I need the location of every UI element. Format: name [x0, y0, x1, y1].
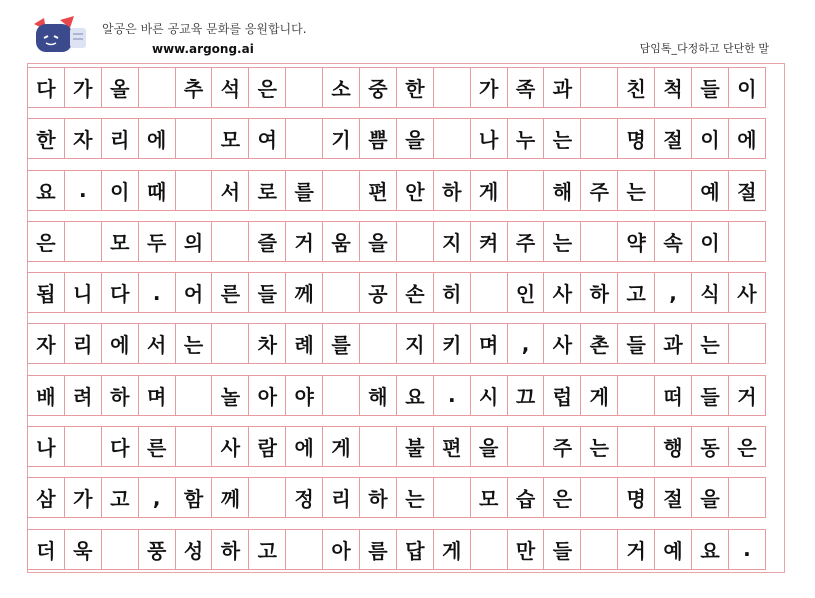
- grid-cell: 즐: [248, 221, 286, 262]
- grid-cell: 하: [359, 477, 397, 518]
- grid-cell: 게: [470, 170, 508, 211]
- grid-cell: 야: [285, 375, 323, 416]
- grid-cell: 는: [175, 323, 213, 364]
- grid-cell: 로: [248, 170, 286, 211]
- grid-cell: 나: [470, 118, 508, 159]
- grid-cell: 례: [285, 323, 323, 364]
- grid-cell: 지: [433, 221, 471, 262]
- grid-cell: 서: [211, 170, 249, 211]
- grid-cell: 에: [285, 426, 323, 467]
- grid-cell: 들: [691, 375, 729, 416]
- grid-cell: 편: [433, 426, 471, 467]
- grid-cell: 과: [654, 323, 692, 364]
- grid-cell: 풍: [138, 529, 176, 570]
- grid-cell: 척: [654, 67, 692, 108]
- grid-cell: 고: [101, 477, 139, 518]
- grid-cell: 절: [728, 170, 766, 211]
- grid-cell: [580, 67, 618, 108]
- grid-cell: [248, 477, 286, 518]
- grid-cell: 두: [138, 221, 176, 262]
- website-link[interactable]: www.argong.ai: [152, 42, 254, 56]
- grid-cell: 모: [101, 221, 139, 262]
- grid-cell: 요: [691, 529, 729, 570]
- grid-cell: 께: [285, 272, 323, 313]
- grid-cell: [175, 426, 213, 467]
- grid-cell: 손: [396, 272, 434, 313]
- grid-cell: 지: [396, 323, 434, 364]
- grid-cell: ,: [654, 272, 692, 313]
- grid-cell: 나: [27, 426, 65, 467]
- grid-cell: 다: [101, 426, 139, 467]
- grid-cell: 에: [728, 118, 766, 159]
- grid-cell: 사: [543, 323, 581, 364]
- grid-cell: 가: [64, 67, 102, 108]
- grid-cell: 은: [543, 477, 581, 518]
- grid-cell: 거: [285, 221, 323, 262]
- grid-cell: 배: [27, 375, 65, 416]
- slogan-text: 알공은 바른 공교육 문화를 응원합니다.: [102, 22, 307, 36]
- grid-cell: 서: [138, 323, 176, 364]
- grid-cell: 하: [433, 170, 471, 211]
- grid-cell: [359, 426, 397, 467]
- grid-cell: 고: [617, 272, 655, 313]
- grid-cell: 해: [359, 375, 397, 416]
- grid-row: [27, 529, 785, 570]
- grid-cell: 른: [211, 272, 249, 313]
- grid-cell: [359, 323, 397, 364]
- grid-cell: 더: [27, 529, 65, 570]
- grid-cell: 는: [396, 477, 434, 518]
- grid-cell: 요: [396, 375, 434, 416]
- grid-cell: 들: [691, 67, 729, 108]
- grid-cell: 이: [691, 221, 729, 262]
- grid-cell: 시: [470, 375, 508, 416]
- grid-cell: 예: [691, 170, 729, 211]
- grid-cell: 한: [396, 67, 434, 108]
- grid-cell: [211, 221, 249, 262]
- grid-cell: 게: [322, 426, 360, 467]
- grid-cell: 어: [175, 272, 213, 313]
- grid-cell: 욱: [64, 529, 102, 570]
- grid-cell: 속: [654, 221, 692, 262]
- grid-cell: [433, 477, 471, 518]
- grid-cell: 는: [543, 118, 581, 159]
- grid-cell: 주: [580, 170, 618, 211]
- grid-cell: 을: [396, 118, 434, 159]
- grid-cell: [580, 118, 618, 159]
- grid-cell: [322, 170, 360, 211]
- grid-cell: .: [433, 375, 471, 416]
- grid-cell: 석: [211, 67, 249, 108]
- grid-cell: 만: [507, 529, 545, 570]
- grid-cell: 한: [27, 118, 65, 159]
- grid-cell: [175, 118, 213, 159]
- grid-cell: [285, 67, 323, 108]
- grid-cell: 사: [211, 426, 249, 467]
- grid-cell: 명: [617, 118, 655, 159]
- grid-cell: [285, 529, 323, 570]
- grid-cell: 요: [27, 170, 65, 211]
- grid-cell: 주: [507, 221, 545, 262]
- grid-cell: 자: [64, 118, 102, 159]
- grid-cell: [322, 375, 360, 416]
- grid-cell: 을: [470, 426, 508, 467]
- grid-cell: 사: [728, 272, 766, 313]
- grid-row: [27, 323, 785, 364]
- grid-cell: 은: [27, 221, 65, 262]
- grid-cell: [175, 375, 213, 416]
- grid-cell: 리: [101, 118, 139, 159]
- grid-cell: 안: [396, 170, 434, 211]
- grid-cell: 사: [543, 272, 581, 313]
- grid-cell: 모: [211, 118, 249, 159]
- grid-row: [27, 118, 785, 159]
- grid-cell: 려: [64, 375, 102, 416]
- grid-cell: 에: [101, 323, 139, 364]
- grid-cell: .: [138, 272, 176, 313]
- grid-cell: 인: [507, 272, 545, 313]
- grid-cell: 중: [359, 67, 397, 108]
- grid-cell: .: [728, 529, 766, 570]
- grid-cell: 여: [248, 118, 286, 159]
- grid-cell: 는: [543, 221, 581, 262]
- grid-row: [27, 170, 785, 211]
- grid-cell: 럽: [543, 375, 581, 416]
- grid-cell: 족: [507, 67, 545, 108]
- grid-cell: 식: [691, 272, 729, 313]
- grid-cell: 올: [101, 67, 139, 108]
- grid-cell: [64, 426, 102, 467]
- grid-cell: [728, 477, 766, 518]
- grid-cell: [470, 272, 508, 313]
- grid-cell: 를: [322, 323, 360, 364]
- grid-cell: ,: [507, 323, 545, 364]
- grid-cell: 놀: [211, 375, 249, 416]
- grid-cell: [433, 118, 471, 159]
- grid-cell: 정: [285, 477, 323, 518]
- grid-cell: 거: [728, 375, 766, 416]
- grid-cell: [175, 170, 213, 211]
- grid-cell: 불: [396, 426, 434, 467]
- grid-cell: 름: [359, 529, 397, 570]
- grid-cell: 가: [470, 67, 508, 108]
- grid-cell: 약: [617, 221, 655, 262]
- grid-cell: [617, 375, 655, 416]
- grid-cell: 들: [248, 272, 286, 313]
- grid-row: [27, 221, 785, 262]
- grid-cell: [580, 529, 618, 570]
- grid-cell: 의: [175, 221, 213, 262]
- grid-cell: [728, 221, 766, 262]
- grid-cell: 움: [322, 221, 360, 262]
- grid-cell: 을: [359, 221, 397, 262]
- grid-cell: 자: [27, 323, 65, 364]
- grid-cell: 는: [580, 426, 618, 467]
- grid-cell: 습: [507, 477, 545, 518]
- grid-cell: 켜: [470, 221, 508, 262]
- grid-row: [27, 272, 785, 313]
- grid-cell: 는: [617, 170, 655, 211]
- grid-cell: 키: [433, 323, 471, 364]
- grid-cell: [322, 272, 360, 313]
- grid-cell: 절: [654, 477, 692, 518]
- grid-cell: 편: [359, 170, 397, 211]
- grid-cell: 아: [322, 529, 360, 570]
- grid-cell: 고: [248, 529, 286, 570]
- grid-cell: 니: [64, 272, 102, 313]
- grid-cell: 삼: [27, 477, 65, 518]
- grid-cell: 공: [359, 272, 397, 313]
- grid-cell: [617, 426, 655, 467]
- grid-cell: 하: [101, 375, 139, 416]
- grid-cell: 는: [691, 323, 729, 364]
- grid-cell: 쁨: [359, 118, 397, 159]
- grid-cell: [507, 426, 545, 467]
- grid-cell: 에: [138, 118, 176, 159]
- grid-cell: 명: [617, 477, 655, 518]
- grid-cell: 촌: [580, 323, 618, 364]
- grid-cell: 거: [617, 529, 655, 570]
- grid-cell: [138, 67, 176, 108]
- grid-cell: [64, 221, 102, 262]
- grid-cell: 다: [101, 272, 139, 313]
- grid-cell: 은: [728, 426, 766, 467]
- grid-cell: 행: [654, 426, 692, 467]
- grid-cell: 하: [580, 272, 618, 313]
- grid-cell: 람: [248, 426, 286, 467]
- grid-cell: 답: [396, 529, 434, 570]
- grid-row: [27, 375, 785, 416]
- grid-cell: 함: [175, 477, 213, 518]
- grid-cell: 다: [27, 67, 65, 108]
- grid-cell: [728, 323, 766, 364]
- grid-cell: 성: [175, 529, 213, 570]
- grid-cell: .: [64, 170, 102, 211]
- grid-cell: 주: [543, 426, 581, 467]
- grid-cell: 차: [248, 323, 286, 364]
- grid-cell: 기: [322, 118, 360, 159]
- grid-cell: 히: [433, 272, 471, 313]
- grid-cell: 절: [654, 118, 692, 159]
- grid-cell: 가: [64, 477, 102, 518]
- grid-cell: 누: [507, 118, 545, 159]
- grid-cell: [470, 529, 508, 570]
- grid-cell: 들: [617, 323, 655, 364]
- grid-cell: 리: [64, 323, 102, 364]
- grid-cell: 이: [691, 118, 729, 159]
- grid-cell: [580, 477, 618, 518]
- grid-cell: [211, 323, 249, 364]
- grid-cell: 을: [691, 477, 729, 518]
- grid-cell: 를: [285, 170, 323, 211]
- grid-cell: [580, 221, 618, 262]
- grid-cell: 해: [543, 170, 581, 211]
- document-title: 담임톡_다정하고 단단한 말: [639, 42, 769, 55]
- grid-cell: 께: [211, 477, 249, 518]
- grid-cell: 들: [543, 529, 581, 570]
- grid-row: [27, 477, 785, 518]
- grid-row: [27, 426, 785, 467]
- argong-mascot-logo-icon: [30, 16, 88, 56]
- grid-cell: [433, 67, 471, 108]
- grid-cell: [507, 170, 545, 211]
- grid-cell: 이: [728, 67, 766, 108]
- grid-cell: 끄: [507, 375, 545, 416]
- grid-cell: 이: [101, 170, 139, 211]
- grid-cell: 게: [580, 375, 618, 416]
- grid-cell: 동: [691, 426, 729, 467]
- grid-cell: 하: [211, 529, 249, 570]
- grid-cell: [654, 170, 692, 211]
- grid-cell: 때: [138, 170, 176, 211]
- grid-cell: 모: [470, 477, 508, 518]
- grid-cell: 예: [654, 529, 692, 570]
- grid-cell: 며: [470, 323, 508, 364]
- grid-row: [27, 67, 785, 108]
- grid-cell: 됩: [27, 272, 65, 313]
- grid-cell: 며: [138, 375, 176, 416]
- manuscript-grid: [27, 67, 785, 580]
- grid-cell: 아: [248, 375, 286, 416]
- grid-cell: 과: [543, 67, 581, 108]
- grid-cell: 리: [322, 477, 360, 518]
- grid-cell: 게: [433, 529, 471, 570]
- grid-cell: [285, 118, 323, 159]
- grid-cell: [396, 221, 434, 262]
- grid-cell: 떠: [654, 375, 692, 416]
- grid-cell: 소: [322, 67, 360, 108]
- grid-cell: 은: [248, 67, 286, 108]
- grid-cell: 추: [175, 67, 213, 108]
- grid-cell: 친: [617, 67, 655, 108]
- grid-cell: [101, 529, 139, 570]
- grid-cell: 른: [138, 426, 176, 467]
- grid-cell: ,: [138, 477, 176, 518]
